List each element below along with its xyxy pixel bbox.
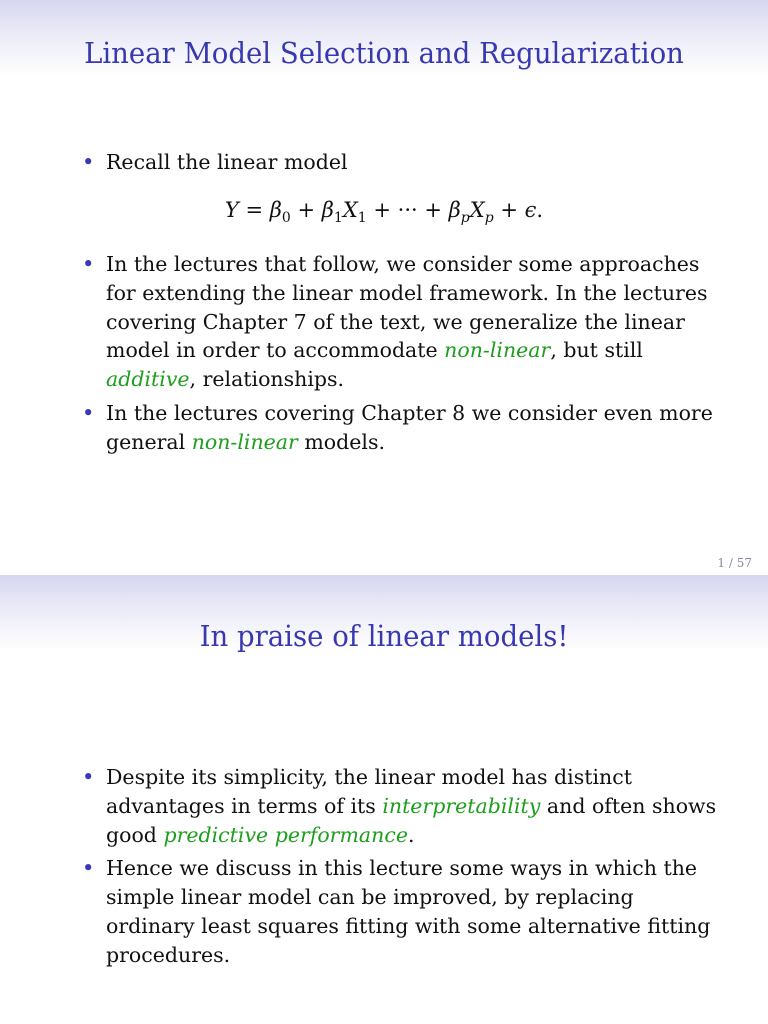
bullet-list (78, 763, 718, 975)
bullet-approaches: • In the lectures that follow, we consider some approaches for extending the linear model framework. In the lectures covering Chapter 7 of the text, we generalize the linear model in order to accommodate non-linear, but still additive, relationships. (78, 250, 718, 394)
slide-title: In praise of linear models! (199, 619, 569, 653)
emphasis-non-linear: non-linear (444, 338, 551, 363)
emphasis-non-linear: non-linear (191, 429, 298, 454)
slide-2 (0, 575, 768, 1024)
emphasis-interpretability: interpretability (382, 793, 541, 818)
bullet-chapter-8: • In the lectures covering Chapter 8 we consider even more general non-linear models. (78, 399, 718, 457)
bullet-simplicity: • Despite its simplicity, the linear model has distinct advantages in terms of its interpretability and often shows good predictive performance. (78, 763, 718, 849)
page-number: 1 / 57 (717, 556, 752, 570)
emphasis-predictive-performance: predictive performance (163, 822, 408, 847)
bullet-improvements: • Hence we discuss in this lecture some ways in which the simple linear model can be improved, by replacing ordinary least squares fitting with some alternative fitting procedures. (78, 854, 718, 969)
linear-model-equation: $Y = \beta_0 + \beta_1X_1$ + ··· + $\beta_pX_p + \epsilon$. (224, 198, 544, 227)
bullet-recall: • Recall the linear model (78, 148, 718, 177)
bullet-list (78, 148, 718, 182)
bullet-list (78, 250, 718, 462)
emphasis-additive: additive (106, 367, 190, 392)
slide-title: Linear Model Selection and Regularization (84, 36, 684, 70)
